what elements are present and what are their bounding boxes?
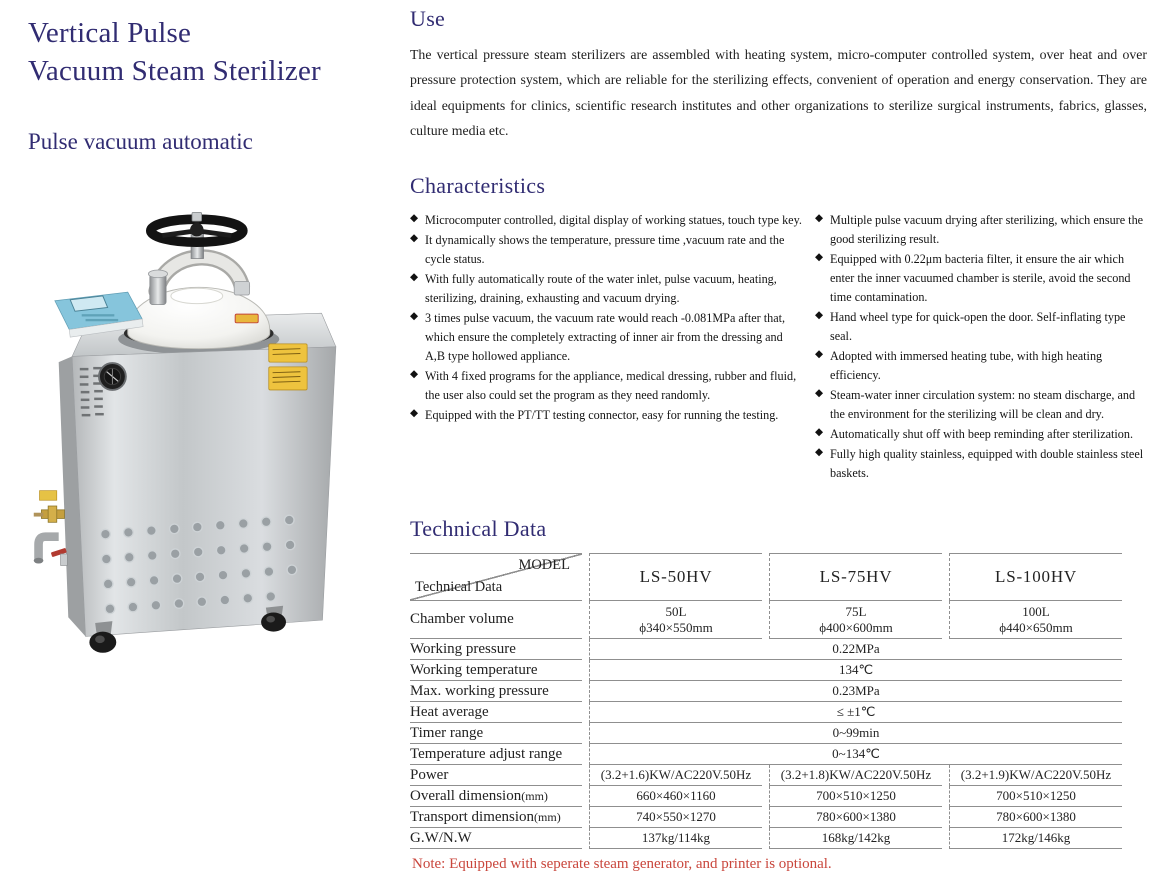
diamond-bullet-icon: ◆: [410, 368, 419, 380]
row-label: Working pressure: [410, 639, 582, 660]
table-row: [410, 786, 1122, 807]
list-item: ◆ It dynamically shows the temperature, pressure time ,vacuum rate and the cycle status.: [410, 232, 785, 266]
table-row: [410, 702, 1122, 723]
cell-value: 700×510×1250: [769, 786, 942, 807]
cell-value-merged: 0.23MPa: [589, 681, 1122, 702]
cell-value-merged: ≤ ±1℃: [589, 702, 1122, 723]
diamond-bullet-icon: ◆: [410, 407, 419, 419]
right-column: [410, 6, 1147, 873]
table-row: [410, 807, 1122, 828]
row-label: Max. working pressure: [410, 681, 582, 702]
row-label: G.W/N.W: [410, 828, 582, 849]
pressure-gauge-icon: [99, 363, 126, 390]
diamond-bullet-icon: ◆: [410, 212, 419, 224]
drain-valve-fittings: [34, 490, 68, 565]
table-row: [410, 765, 1122, 786]
corner-label-technical-data: Technical Data: [415, 579, 503, 596]
model-column-header: LS-50HV: [589, 553, 762, 601]
diamond-bullet-icon: ◆: [410, 232, 419, 244]
page-title: [28, 14, 404, 91]
technical-data-table: [403, 553, 1129, 849]
cell-value: 50L ϕ340×550mm: [589, 601, 762, 639]
use-section: [410, 6, 1147, 144]
cell-value: 780×600×1380: [949, 807, 1122, 828]
cell-value: 100L ϕ440×650mm: [949, 601, 1122, 639]
cell-value: (3.2+1.6)KW/AC220V.50Hz: [589, 765, 762, 786]
cell-value-merged: 0.22MPa: [589, 639, 1122, 660]
side-yellow-tag: [40, 490, 57, 500]
diamond-bullet-icon: ◆: [815, 251, 824, 263]
table-row: [410, 639, 1122, 660]
diamond-bullet-icon: ◆: [815, 426, 824, 438]
note-text: Note: Equipped with seperate steam generator, and printer is optional.: [412, 856, 832, 873]
technical-data-section: [410, 516, 1147, 873]
use-heading: Use: [410, 6, 446, 31]
cell-value-merged: 134℃: [589, 660, 1122, 681]
hand-wheel-icon: [151, 212, 243, 258]
product-photo: [28, 183, 404, 688]
list-item: ◆ 3 times pulse vacuum, the vacuum rate would reach -0.081MPa after that, which ensure the completely extracting of inner air from the dressing and A,B type hollowed appliance.: [410, 310, 786, 363]
lid-warning-sticker: [235, 314, 258, 323]
table-corner-cell: [410, 553, 582, 601]
page-title-line2: Vacuum Steam Sterilizer: [28, 55, 321, 88]
warning-labels: [269, 343, 307, 389]
table-row: [410, 828, 1122, 849]
technical-data-heading: Technical Data: [410, 516, 547, 542]
characteristics-heading: Characteristics: [410, 172, 546, 198]
row-label: Overall dimension(mm): [410, 786, 582, 807]
cell-value: 700×510×1250: [949, 786, 1122, 807]
row-label: Power: [410, 765, 582, 786]
list-item: ◆ Steam-water inner circulation system: no steam discharge, and the environment for the sterilizing will be clean and dry.: [815, 387, 1136, 421]
use-paragraph: The vertical pressure steam sterilizers are assembled with heating system, micro-computer controlled system, over heat and over pressure protection system, which are reliable for the sterilizing effects, convenient of operation and energy conservation. They are ideal equipments for clinics, scientific research institutes and other organizations to sterilize surgical instruments, fabrics, glasses, culture media etc.: [410, 47, 1147, 139]
cell-value: (3.2+1.8)KW/AC220V.50Hz: [769, 765, 942, 786]
row-label: Working temperature: [410, 660, 582, 681]
list-item: ◆ Equipped with the PT/TT testing connector, easy for running the testing.: [410, 407, 779, 422]
table-row: [410, 601, 1122, 639]
diamond-bullet-icon: ◆: [410, 310, 419, 322]
cell-value: 780×600×1380: [769, 807, 942, 828]
diamond-bullet-icon: ◆: [815, 212, 824, 224]
list-item: ◆ Automatically shut off with beep reminding after sterilization.: [815, 426, 1134, 441]
sterilizer-illustration: [28, 183, 404, 688]
cell-value: 660×460×1160: [589, 786, 762, 807]
cell-value: 172kg/146kg: [949, 828, 1122, 849]
row-label: Heat average: [410, 702, 582, 723]
characteristics-list-left: [410, 211, 805, 484]
row-label: Transport dimension(mm): [410, 807, 582, 828]
model-column-header: LS-100HV: [949, 553, 1122, 601]
row-label: Temperature adjust range: [410, 744, 582, 765]
table-row: [410, 723, 1122, 744]
diamond-bullet-icon: ◆: [410, 271, 419, 283]
dome-lid-icon: [128, 287, 270, 348]
diamond-bullet-icon: ◆: [815, 348, 824, 360]
table-row: [410, 660, 1122, 681]
list-item: ◆ With 4 fixed programs for the appliance, medical dressing, rubber and fluid, the user also could set the program as they need randomly.: [410, 368, 797, 402]
cell-value-merged: 0~134℃: [589, 744, 1122, 765]
list-item: ◆ Hand wheel type for quick-open the door. Self-inflating type seal.: [815, 309, 1126, 343]
characteristics-list-right: [815, 211, 1147, 484]
page-subtitle: Pulse vacuum automatic: [28, 128, 253, 154]
corner-label-model: MODEL: [518, 557, 570, 574]
list-item: ◆ Adopted with immersed heating tube, with high heating efficiency.: [815, 348, 1103, 382]
cell-value: 168kg/142kg: [769, 828, 942, 849]
diamond-bullet-icon: ◆: [815, 447, 824, 458]
row-label: Timer range: [410, 723, 582, 744]
list-item: ◆ Microcomputer controlled, digital display of working statues, touch type key.: [410, 212, 802, 227]
cell-value: (3.2+1.9)KW/AC220V.50Hz: [949, 765, 1122, 786]
page-title-line1: Vertical Pulse: [28, 17, 192, 49]
list-item: ◆ Fully high quality stainless, equipped with double stainless steel baskets.: [815, 447, 1144, 481]
diamond-bullet-icon: ◆: [815, 309, 824, 321]
model-column-header: LS-75HV: [769, 553, 942, 601]
cell-value-merged: 0~99min: [589, 723, 1122, 744]
list-item: ◆ With fully automatically route of the water inlet, pulse vacuum, heating, sterilizing, draining, exhausting and vacuum drying.: [410, 271, 777, 305]
cell-value: 75L ϕ400×600mm: [769, 601, 942, 639]
cell-value: 740×550×1270: [589, 807, 762, 828]
cell-value: 137kg/114kg: [589, 828, 762, 849]
characteristics-section: [410, 173, 1147, 484]
left-column: [28, 14, 404, 688]
list-item: ◆ Multiple pulse vacuum drying after sterilizing, which ensure the good sterilizing result.: [815, 212, 1144, 246]
list-item: ◆ Equipped with 0.22μm bacteria filter, it ensure the air which enter the inner vacuumed chamber is sterile, avoid the second time contamination.: [815, 251, 1131, 304]
diamond-bullet-icon: ◆: [815, 387, 824, 399]
table-row: [410, 681, 1122, 702]
row-label: Chamber volume: [410, 601, 582, 639]
